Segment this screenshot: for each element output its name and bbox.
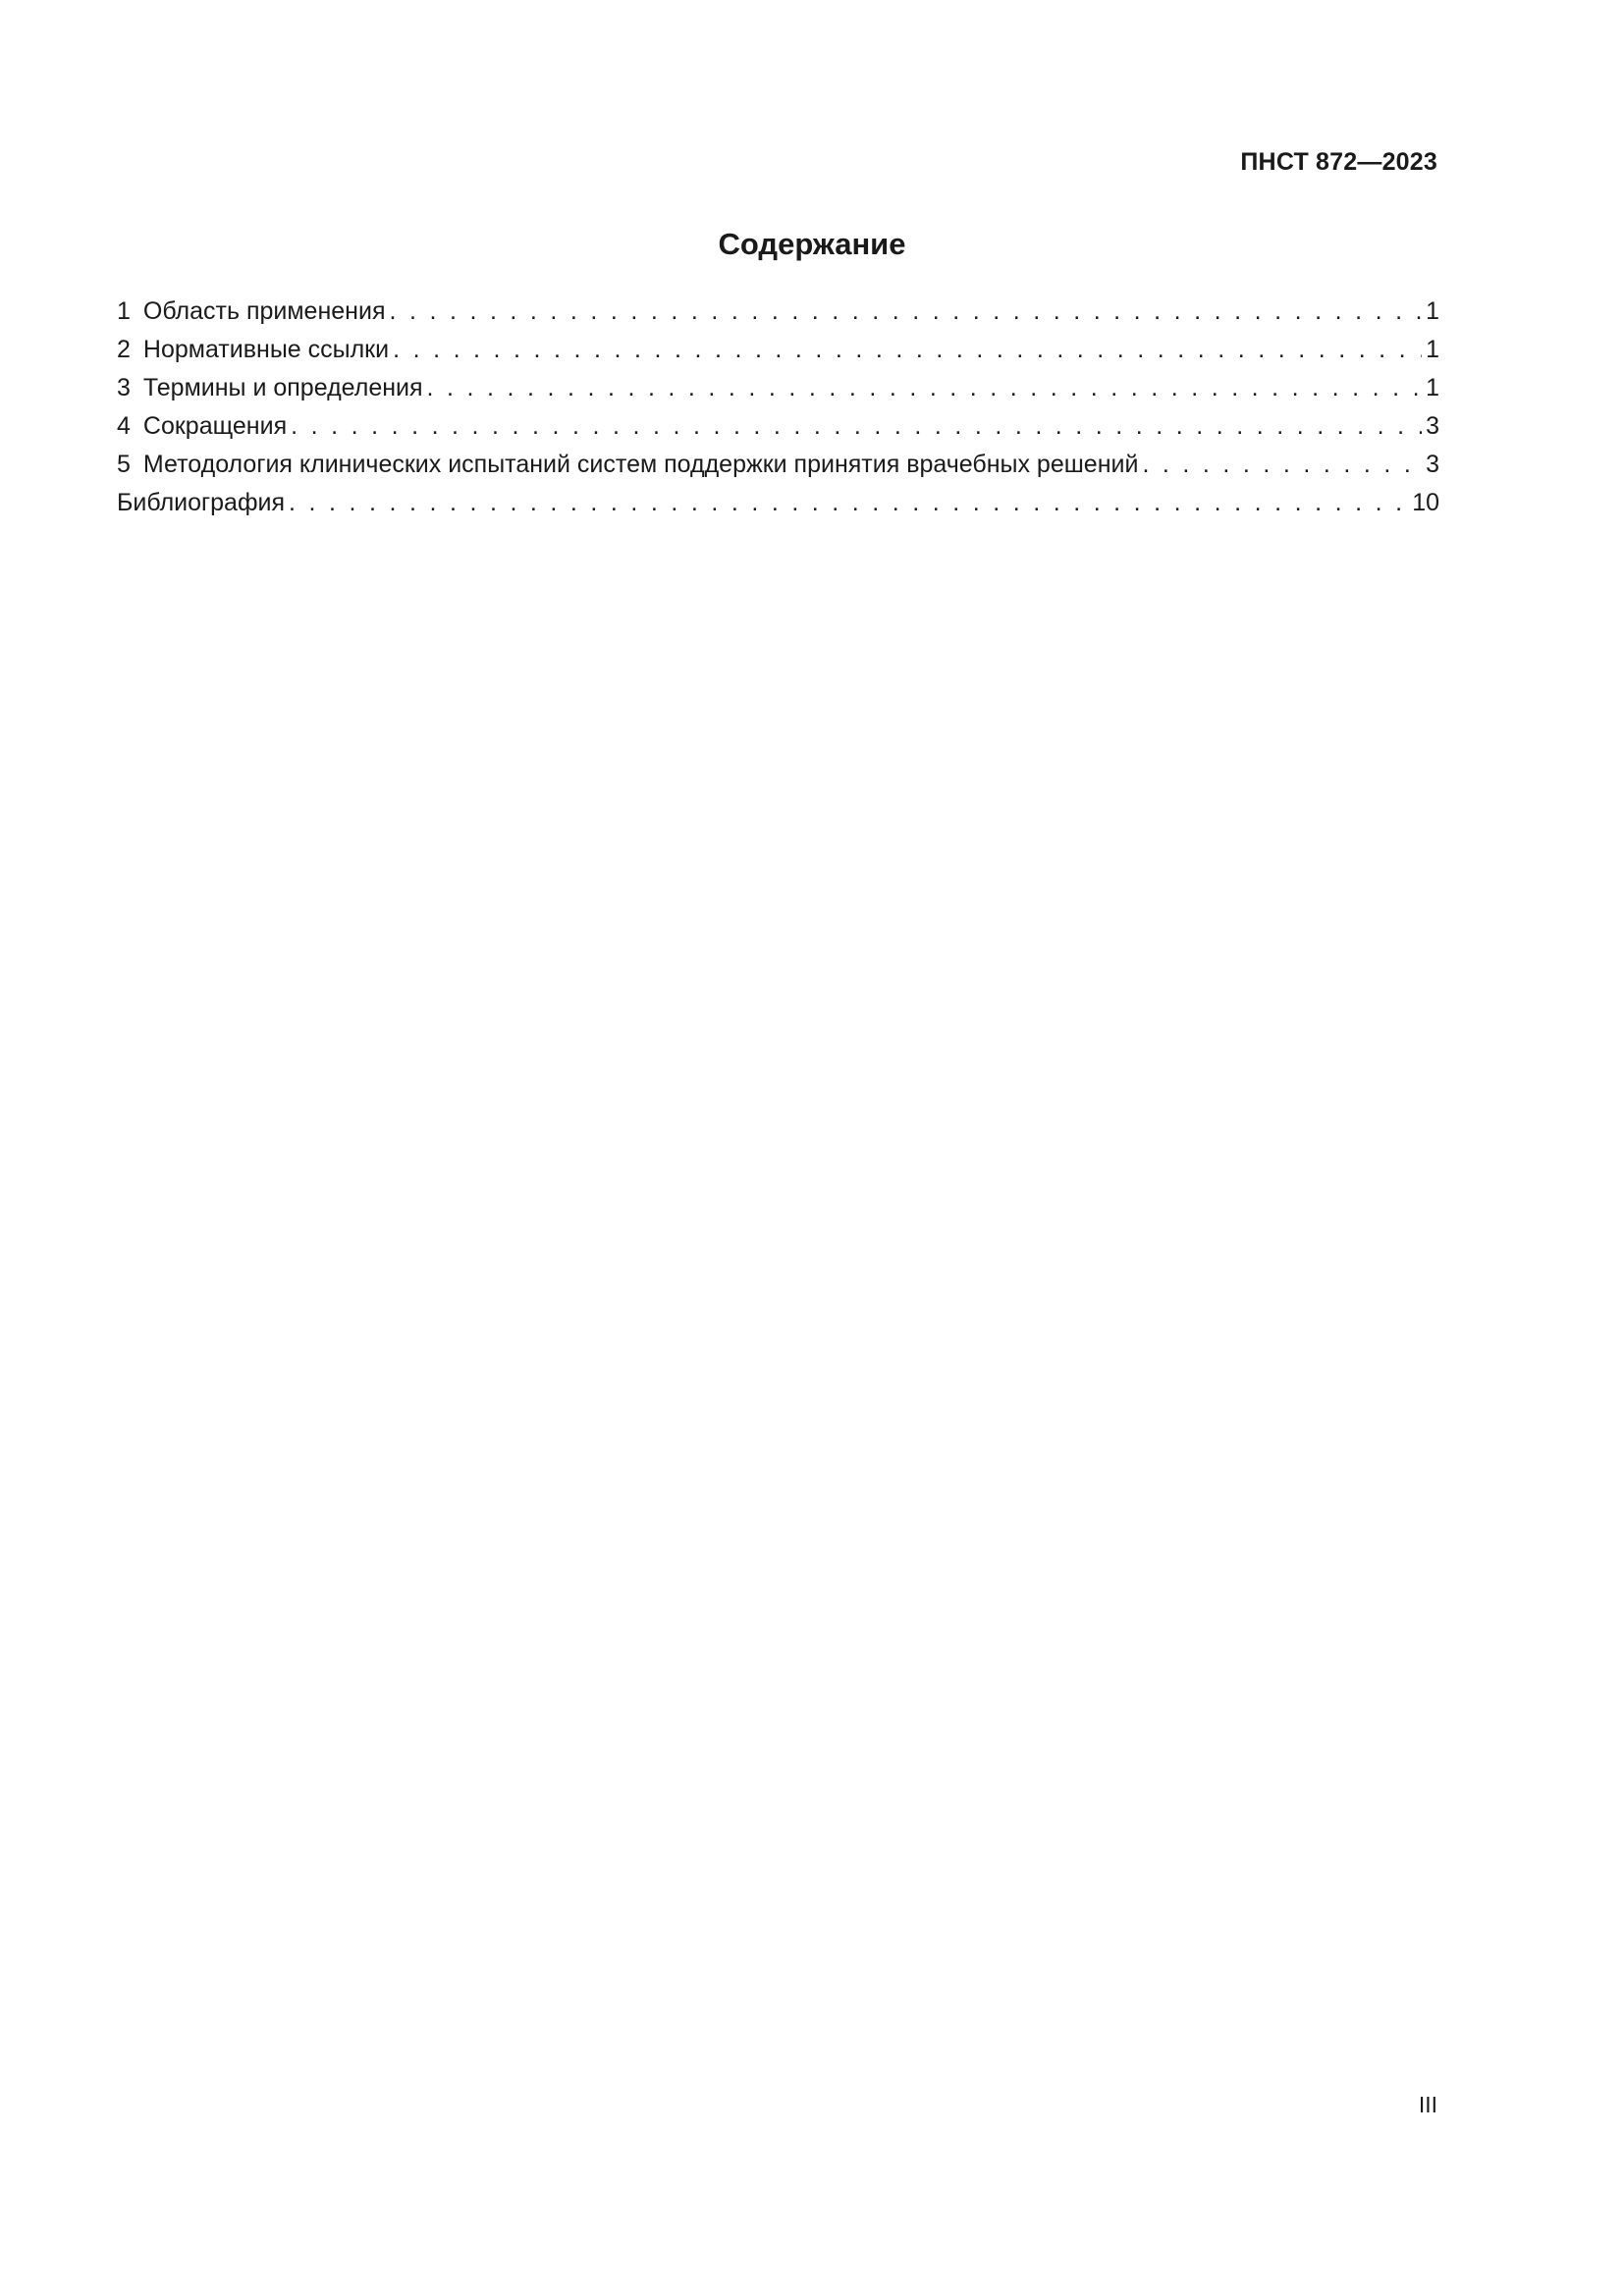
toc-dot-leader [389, 293, 1422, 331]
toc-entry-label: Область применения [142, 297, 386, 325]
toc-entry-3[interactable] [117, 369, 1439, 407]
toc-dot-leader [393, 331, 1422, 369]
toc-entry-page: 1 [1426, 336, 1439, 363]
toc-entry-label: Нормативные ссылки [142, 336, 390, 363]
toc-entry-page: 3 [1426, 412, 1439, 440]
page-number: III [1418, 2092, 1437, 2117]
toc-entry-page: 10 [1412, 489, 1439, 516]
toc-entry-page: 1 [1426, 297, 1439, 325]
toc-title: Содержание [718, 227, 906, 261]
toc-entry-page: 1 [1426, 374, 1439, 401]
toc-entry-bibliography[interactable] [117, 484, 1439, 522]
toc-entry-number: 3 [117, 374, 131, 401]
toc-entry-number: 4 [117, 412, 131, 440]
toc-entry-1[interactable] [117, 293, 1439, 331]
toc-entry-label: Термины и определения [142, 374, 423, 401]
toc-entry-label: Библиография [117, 489, 286, 516]
document-code: ПНСТ 872—2023 [1240, 148, 1437, 176]
toc-entry-4[interactable] [117, 407, 1439, 446]
toc-entry-number: 2 [117, 336, 131, 363]
toc-entry-page: 3 [1426, 451, 1439, 478]
toc-dot-leader [289, 484, 1408, 522]
toc-entry-number: 5 [117, 451, 131, 478]
toc-entry-5[interactable] [117, 446, 1439, 484]
toc-entry-label: Методология клинических испытаний систем поддержки принятия врачебных решений [142, 451, 1139, 478]
toc-dot-leader [291, 407, 1422, 446]
table-of-contents [117, 293, 1439, 522]
toc-entry-label: Сокращения [142, 412, 288, 440]
toc-dot-leader [1142, 446, 1422, 484]
toc-entry-number: 1 [117, 297, 131, 325]
toc-dot-leader [427, 369, 1423, 407]
toc-entry-2[interactable] [117, 331, 1439, 369]
